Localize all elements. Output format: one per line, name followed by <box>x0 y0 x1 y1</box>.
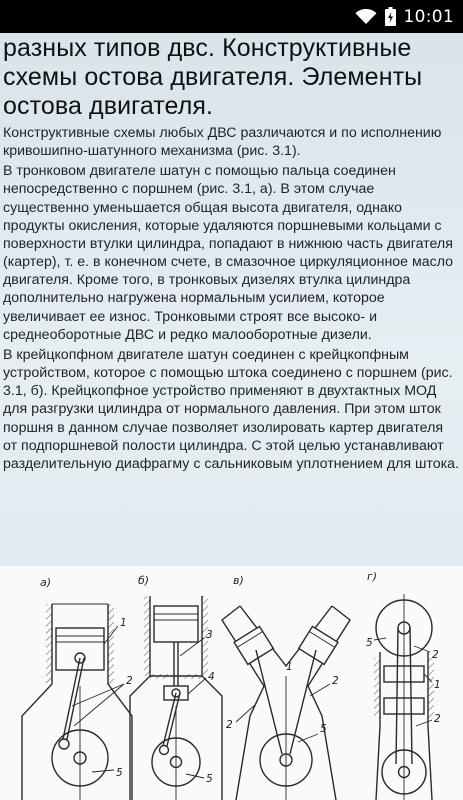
callout-g-2b: 2 <box>434 713 441 725</box>
v-engine-diagram <box>222 606 350 800</box>
callout-b-4: 4 <box>208 671 215 683</box>
trunk-engine-diagram <box>22 604 133 800</box>
panel-label-g: г) <box>367 570 378 583</box>
article-content <box>0 33 463 568</box>
panel-label-b: б) <box>138 574 150 587</box>
article-paragraph: В крейцкопфном двигателе шатун соединен с крейцкопфным устройством, которое с помощью штока соединено с поршнем (рис. 3.1, б). Крейцкопфное устройство применяют в двухтактных МОД для разгрузки цилиндра от нормального давления. При этом шток поршня в данном случае позволяет изолировать картер двигателя от подпоршневой полости цилиндра. С этой целью устанавливают разделительную диафрагму с сальниковым уплотнением для штока. <box>3 346 459 472</box>
article-paragraph: Конструктивные схемы любых ДВС различаются и по исполнению кривошипно-шатунного механизма (рис. 3.1). <box>3 125 442 160</box>
article-paragraph: В тронковом двигателе шатун с помощью пальца соединен непосредственно с поршнем (рис. 3.1, а). В этом случае существенно уменьшается общая высота двигателя, однако продукты окисления, которые удаляются поршневыми кольцами с поверхности втулки цилиндра, попадают в нижнюю часть двигателя (картер), т. е. в конечном счете, в смазочное циркуляционное масло двигателя. Кроме того, в тронковых дизелях втулка цилиндра дополнительно нагружена нормальным усилием, которое увеличивает ее износ. Тронковыми строят все высоко- и среднеоборотные ДВС и редко малооборотные дизели. <box>3 163 454 343</box>
panel-label-v: в) <box>233 574 244 587</box>
status-time: 10:01 <box>403 6 454 27</box>
callout-a-5: 5 <box>116 767 123 779</box>
status-bar <box>0 0 463 33</box>
callout-v-2b: 2 <box>332 675 339 687</box>
callout-a-2: 2 <box>126 675 133 687</box>
callout-v-5: 5 <box>320 723 327 735</box>
callout-a-1: 1 <box>120 617 127 629</box>
callout-b-3: 3 <box>206 629 213 641</box>
crosshead-engine-diagram <box>130 596 222 800</box>
engine-schemes-figure <box>0 566 463 800</box>
callout-v-2a: 2 <box>226 719 233 731</box>
callout-g-1: 1 <box>434 679 441 691</box>
callout-g-2a: 2 <box>432 649 439 661</box>
callout-b-5: 5 <box>206 773 213 785</box>
page-title: разных типов двс. Конструктивные схемы остова двигателя. Элементы остова двигателя. <box>3 34 423 120</box>
wifi-icon <box>355 9 377 25</box>
battery-charging-icon <box>385 7 396 26</box>
opposed-engine-diagram <box>366 594 441 800</box>
callout-g-5: 5 <box>366 637 373 649</box>
callout-v-1: 1 <box>286 661 293 673</box>
panel-label-a: а) <box>40 576 52 589</box>
